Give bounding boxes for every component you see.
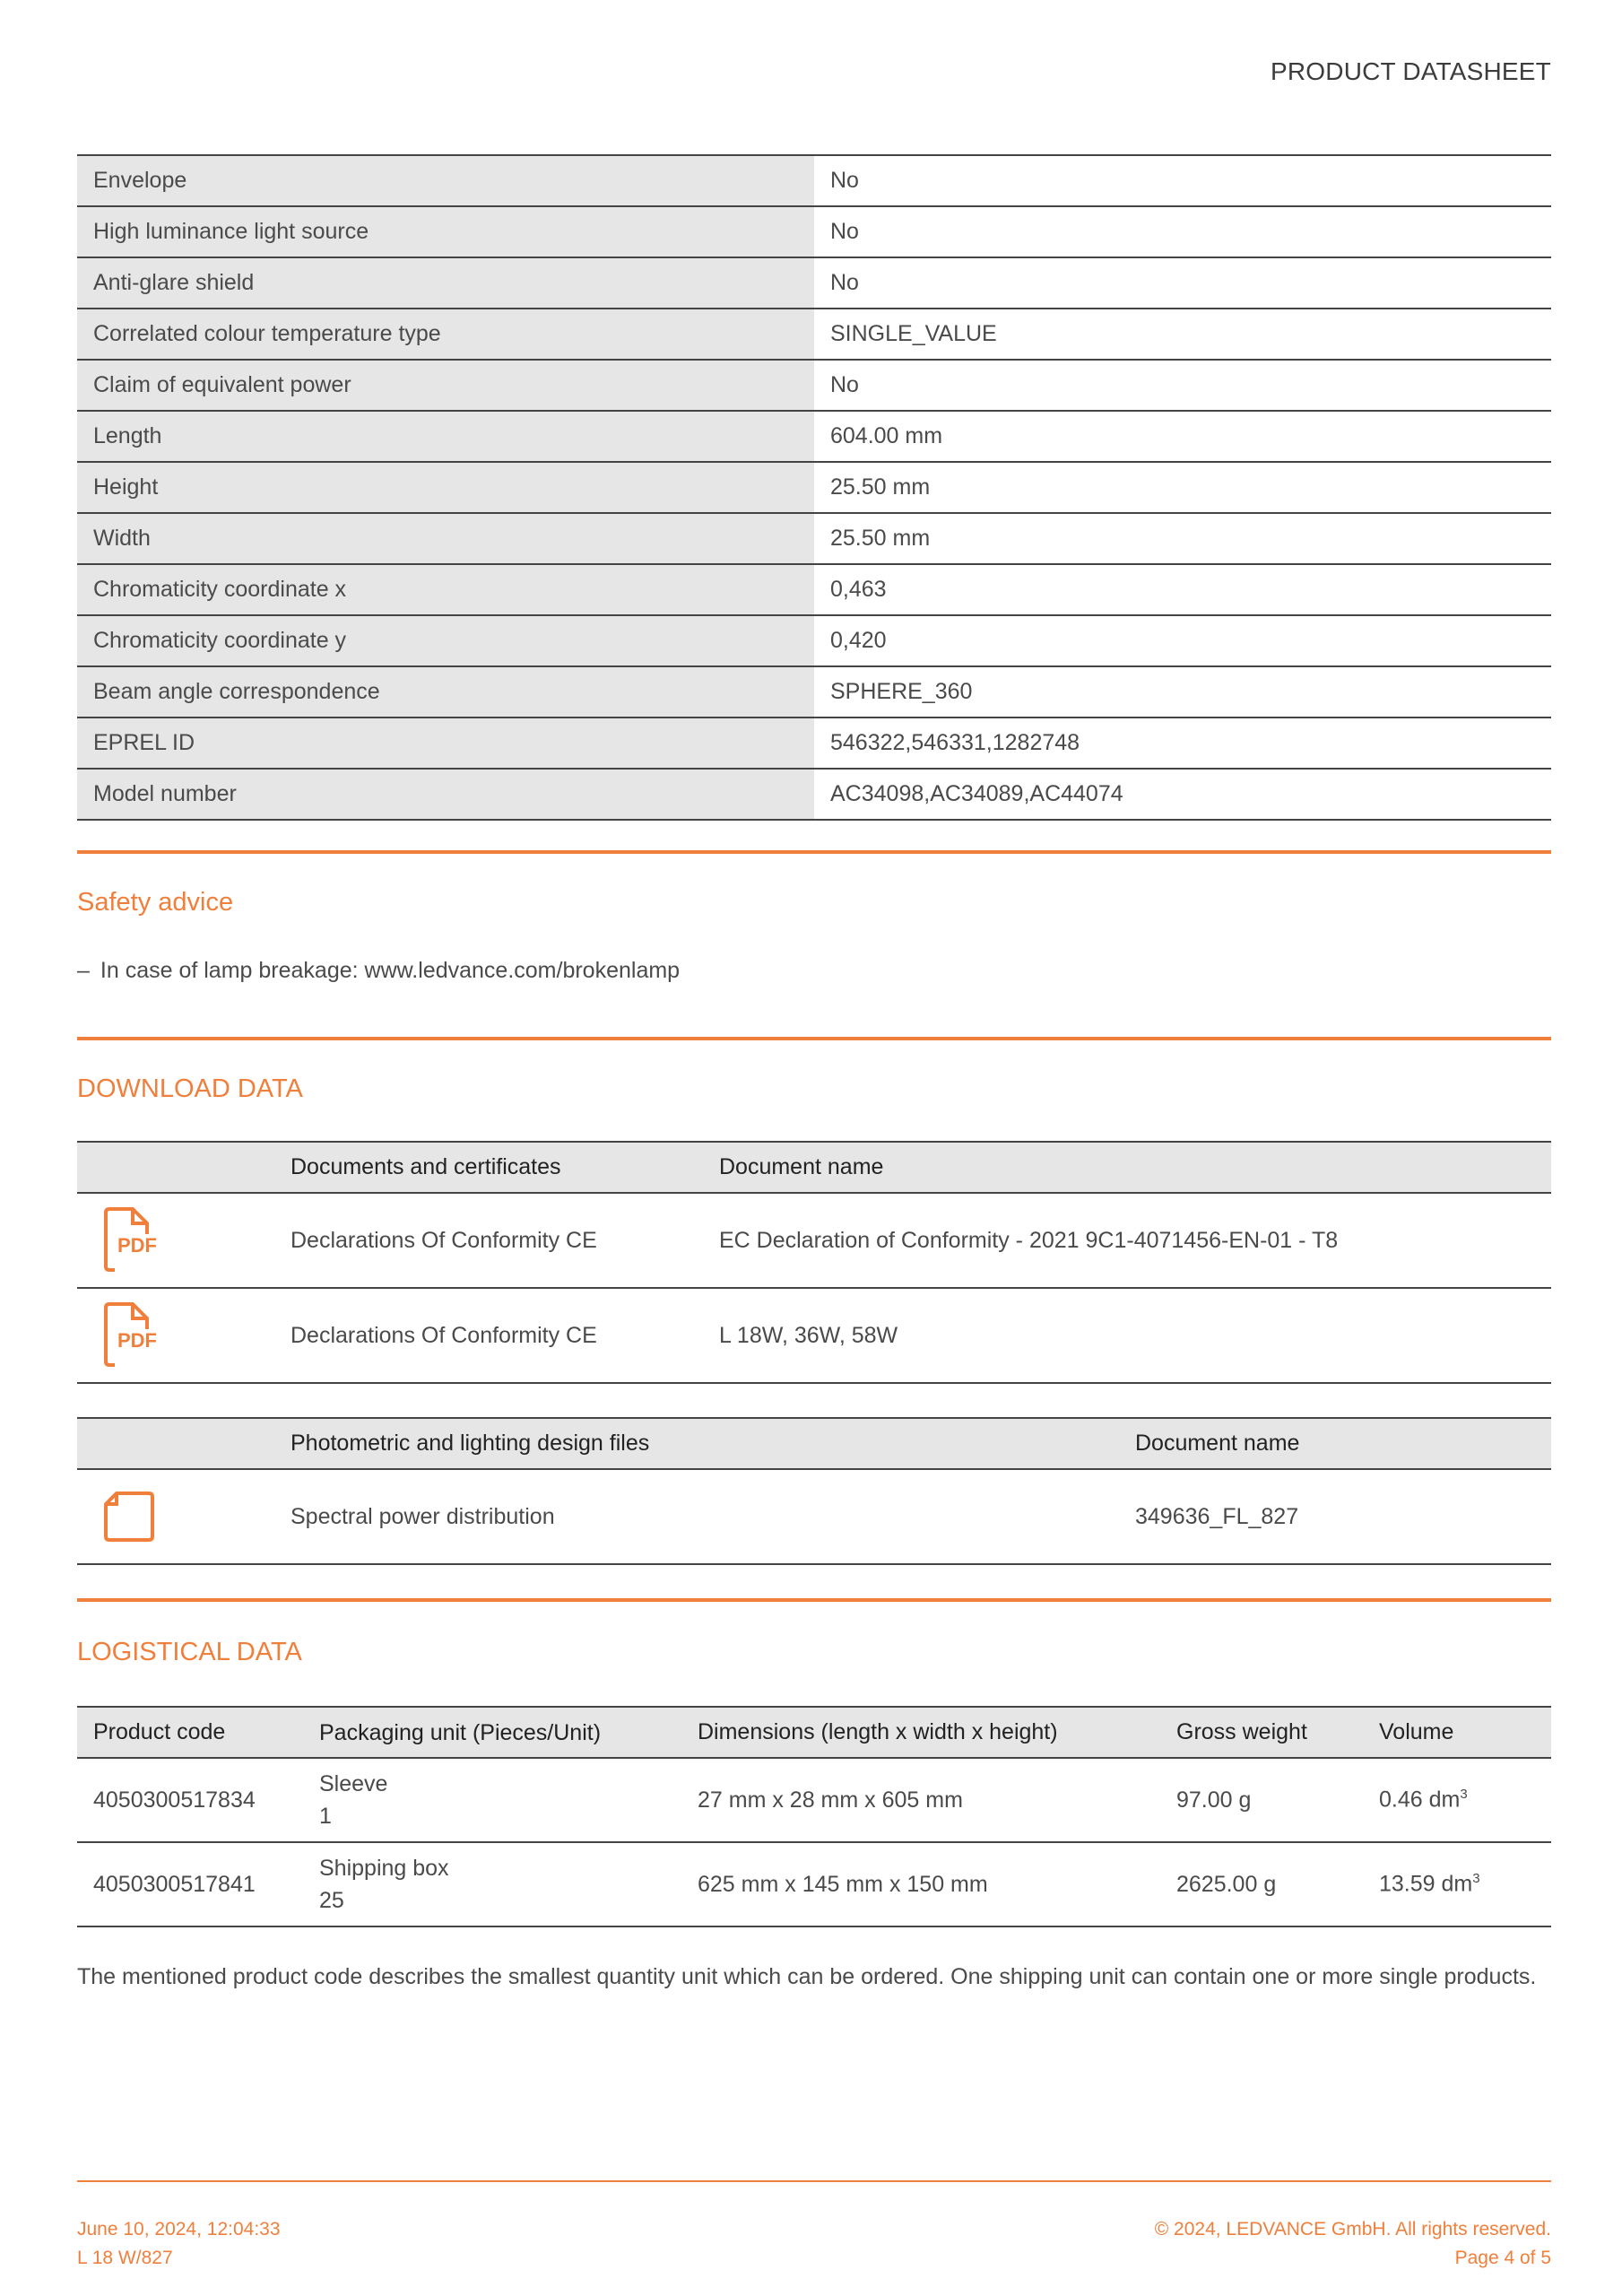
property-value: SINGLE_VALUE bbox=[814, 309, 1551, 359]
col-header-name: Document name bbox=[1135, 1431, 1300, 1456]
pdf-icon-label: PDF bbox=[117, 1329, 157, 1352]
property-label: EPREL ID bbox=[77, 718, 814, 768]
table-row bbox=[77, 412, 1551, 463]
safety-title: Safety advice bbox=[77, 888, 234, 917]
product-code: 4050300517841 bbox=[93, 1871, 256, 1897]
col-header-category: Photometric and lighting design files bbox=[291, 1431, 650, 1456]
property-value: SPHERE_360 bbox=[814, 667, 1551, 717]
property-label: Width bbox=[77, 514, 814, 563]
property-value: 0,463 bbox=[814, 565, 1551, 614]
pack-qty: 1 bbox=[319, 1804, 332, 1829]
table-row bbox=[77, 514, 1551, 565]
datasheet-page bbox=[77, 0, 1551, 2296]
volume-value: 13.59 dm bbox=[1379, 1871, 1473, 1897]
photometric-table-header bbox=[77, 1417, 1551, 1470]
property-label: Height bbox=[77, 463, 814, 512]
pack-type: Shipping box bbox=[319, 1856, 449, 1881]
property-value: No bbox=[814, 207, 1551, 257]
col-header-category: Documents and certificates bbox=[291, 1154, 561, 1179]
file-icon[interactable] bbox=[77, 1490, 291, 1544]
gross-weight: 2625.00 g bbox=[1176, 1871, 1277, 1897]
safety-item bbox=[77, 958, 680, 984]
col-header-name: Document name bbox=[719, 1154, 884, 1179]
table-row bbox=[77, 258, 1551, 309]
table-row[interactable] bbox=[77, 1470, 1551, 1565]
volume bbox=[1379, 1871, 1551, 1897]
table-row bbox=[77, 309, 1551, 361]
table-row[interactable] bbox=[77, 1289, 1551, 1384]
property-label: Model number bbox=[77, 770, 814, 819]
pdf-icon-label: PDF bbox=[117, 1234, 157, 1257]
table-row bbox=[77, 770, 1551, 821]
document-category: Declarations Of Conformity CE bbox=[291, 1322, 597, 1348]
col-header-pack: Packaging unit (Pieces/Unit) bbox=[319, 1719, 602, 1745]
file-icon bbox=[102, 1490, 156, 1544]
property-value: 25.50 mm bbox=[814, 514, 1551, 563]
table-row bbox=[77, 1759, 1551, 1843]
dimensions: 27 mm x 28 mm x 605 mm bbox=[698, 1787, 963, 1813]
table-row bbox=[77, 361, 1551, 412]
col-header-dim: Dimensions (length x width x height) bbox=[698, 1719, 1058, 1744]
property-value: No bbox=[814, 258, 1551, 308]
download-title: DOWNLOAD DATA bbox=[77, 1074, 303, 1103]
logistics-table bbox=[77, 1706, 1551, 1927]
property-value: 25.50 mm bbox=[814, 463, 1551, 512]
property-label: Beam angle correspondence bbox=[77, 667, 814, 717]
document-name[interactable]: EC Declaration of Conformity - 2021 9C1-4071456-EN-01 - T8 bbox=[719, 1227, 1339, 1253]
pdf-icon[interactable] bbox=[77, 1207, 291, 1274]
logistics-note: The mentioned product code describes the smallest quantity unit which can be ordered. One shipping unit can contain one or more single products. bbox=[77, 1964, 1537, 1989]
document-name[interactable]: 349636_FL_827 bbox=[1135, 1503, 1299, 1529]
documents-table-header bbox=[77, 1141, 1551, 1194]
table-row bbox=[77, 463, 1551, 514]
document-category: Spectral power distribution bbox=[291, 1503, 555, 1529]
footer-date: June 10, 2024, 12:04:33 bbox=[77, 2219, 281, 2239]
section-divider bbox=[77, 1598, 1551, 1602]
property-value: AC34098,AC34089,AC44074 bbox=[814, 770, 1551, 819]
photometric-table bbox=[77, 1417, 1551, 1565]
document-category: Declarations Of Conformity CE bbox=[291, 1227, 597, 1253]
col-header-code: Product code bbox=[93, 1719, 226, 1744]
properties-table bbox=[77, 154, 1551, 821]
property-label: Anti-glare shield bbox=[77, 258, 814, 308]
section-divider bbox=[77, 1037, 1551, 1040]
footer-product: L 18 W/827 bbox=[77, 2248, 173, 2268]
property-label: High luminance light source bbox=[77, 207, 814, 257]
packaging-unit bbox=[319, 1768, 698, 1832]
footer-page-number: Page 4 of 5 bbox=[1454, 2248, 1551, 2268]
pdf-icon bbox=[102, 1207, 167, 1274]
footer-copyright: © 2024, LEDVANCE GmbH. All rights reserved. bbox=[1154, 2219, 1551, 2239]
section-divider bbox=[77, 850, 1551, 854]
dimensions: 625 mm x 145 mm x 150 mm bbox=[698, 1871, 988, 1897]
property-label: Chromaticity coordinate y bbox=[77, 616, 814, 665]
property-value: 546322,546331,1282748 bbox=[814, 718, 1551, 768]
volume bbox=[1379, 1787, 1551, 1813]
table-row bbox=[77, 207, 1551, 258]
pdf-icon bbox=[102, 1302, 167, 1369]
product-code: 4050300517834 bbox=[93, 1787, 256, 1813]
property-value: No bbox=[814, 361, 1551, 410]
gross-weight: 97.00 g bbox=[1176, 1787, 1252, 1813]
property-value: 604.00 mm bbox=[814, 412, 1551, 461]
table-row bbox=[77, 156, 1551, 207]
packaging-unit bbox=[319, 1852, 698, 1917]
table-row bbox=[77, 667, 1551, 718]
property-value: No bbox=[814, 156, 1551, 205]
document-name[interactable]: L 18W, 36W, 58W bbox=[719, 1322, 898, 1348]
col-header-gross: Gross weight bbox=[1176, 1719, 1307, 1744]
property-value: 0,420 bbox=[814, 616, 1551, 665]
property-label: Length bbox=[77, 412, 814, 461]
property-label: Correlated colour temperature type bbox=[77, 309, 814, 359]
safety-text: In case of lamp breakage: www.ledvance.com/brokenlamp bbox=[100, 958, 681, 983]
logistics-title: LOGISTICAL DATA bbox=[77, 1638, 302, 1666]
pack-qty: 25 bbox=[319, 1888, 344, 1913]
table-row bbox=[77, 718, 1551, 770]
volume-value: 0.46 dm bbox=[1379, 1787, 1461, 1813]
volume-exponent: 3 bbox=[1472, 1871, 1480, 1887]
property-label: Chromaticity coordinate x bbox=[77, 565, 814, 614]
logistics-table-header bbox=[77, 1706, 1551, 1759]
col-header-vol: Volume bbox=[1379, 1719, 1454, 1744]
property-label: Claim of equivalent power bbox=[77, 361, 814, 410]
document-title: PRODUCT DATASHEET bbox=[1271, 57, 1551, 85]
pack-type: Sleeve bbox=[319, 1771, 388, 1796]
table-row bbox=[77, 616, 1551, 667]
documents-table bbox=[77, 1141, 1551, 1384]
property-label: Envelope bbox=[77, 156, 814, 205]
volume-exponent: 3 bbox=[1460, 1787, 1468, 1803]
pdf-icon[interactable] bbox=[77, 1302, 291, 1369]
list-dash: – bbox=[77, 958, 90, 983]
table-row[interactable] bbox=[77, 1194, 1551, 1289]
table-row bbox=[77, 565, 1551, 616]
table-row bbox=[77, 1843, 1551, 1927]
footer-divider bbox=[77, 2180, 1551, 2182]
